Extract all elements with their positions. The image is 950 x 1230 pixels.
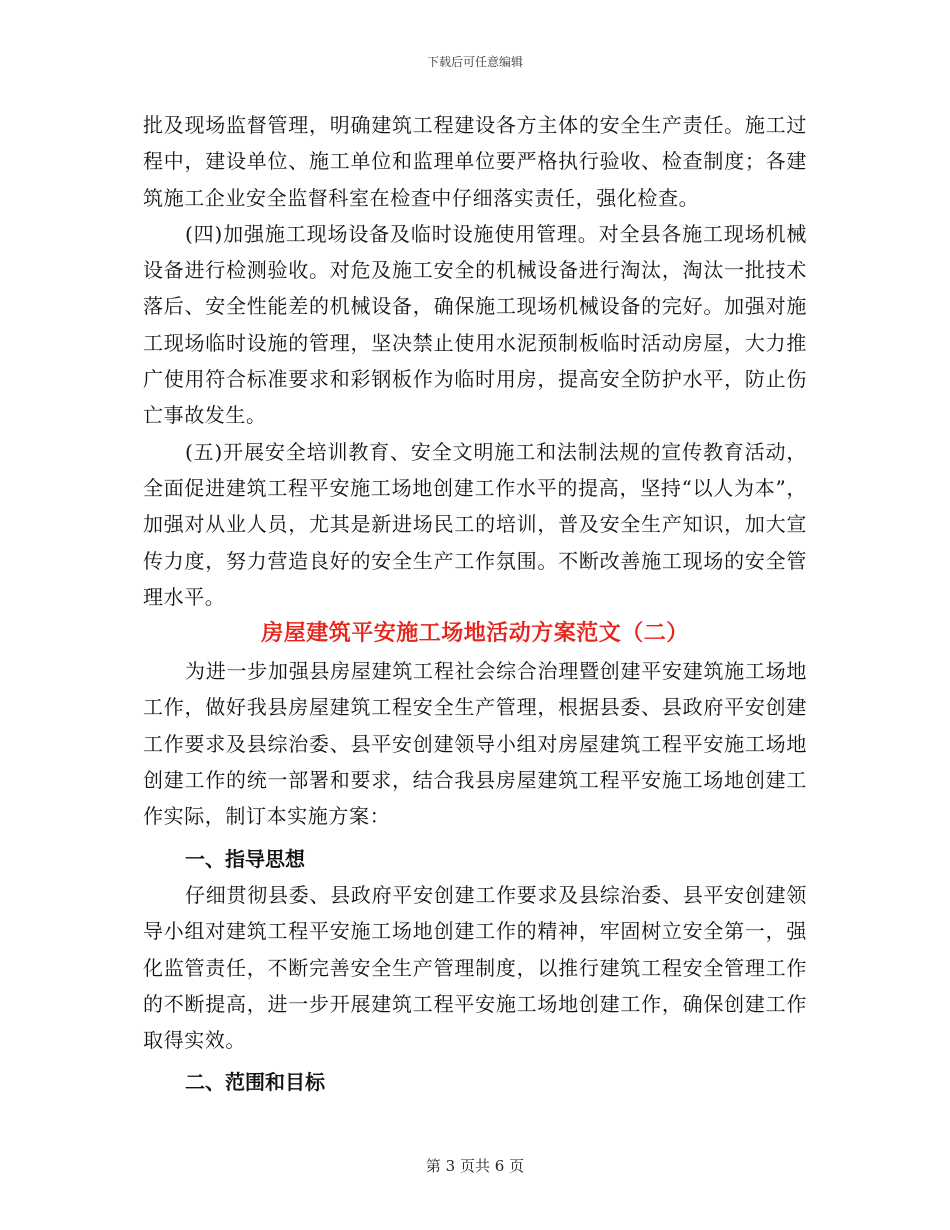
paragraph-continuation: 批及现场监督管理，明确建筑工程建设各方主体的安全生产责任。施工过程中，建设单位、施工单位和监理单位要严格执行验收、检查制度；各建筑施工企业安全监督科室在检查中仔细落实责任，强化检查。	[143, 113, 807, 210]
document-body	[143, 107, 807, 1101]
page-header-note: 下载后可任意编辑	[426, 55, 523, 69]
section-title: 房屋建筑平安施工场地活动方案范文（二）	[261, 621, 689, 647]
paragraph-guiding-ideology: 仔细贯彻县委、县政府平安创建工作要求及县综治委、县平安创建领导小组对建筑工程平安施工场地创建工作的精神，牢固树立安全第一，强化监管责任，不断完善安全生产管理制度，以推行建筑工程安全管理工作的不断提高，进一步开展建筑工程平安施工场地创建工作，确保创建工作取得实效。	[143, 882, 807, 1053]
heading-guiding-ideology: 一、指导思想	[185, 846, 305, 871]
page-number: 第 3 页共 6 页	[425, 1157, 525, 1175]
paragraph-introduction: 为进一步加强县房屋建筑工程社会综合治理暨创建平安建筑施工场地工作，做好我县房屋建筑工程安全生产管理，根据县委、县政府平安创建工作要求及县综治委、县平安创建领导小组对房屋建筑工程平安施工场地创建工作的统一部署和要求，结合我县房屋建筑工程平安施工场地创建工作实际，制订本实施方案：	[143, 659, 807, 829]
paragraph-equipment-management: (四)加强施工现场设备及临时设施使用管理。对全县各施工现场机械设备进行检测验收。对危及施工安全的机械设备进行淘汰，淘汰一批技术落后、安全性能差的机械设备，确保施工现场机械设备的完好。加强对施工现场临时设施的管理，坚决禁止使用水泥预制板临时活动房屋，大力推广使用符合标准要求和彩钢板作为临时用房，提高安全防护水平，防止伤亡事故发生。	[143, 221, 807, 428]
heading-scope-and-goals: 二、范围和目标	[185, 1070, 325, 1095]
paragraph-safety-training: (五)开展安全培训教育、安全文明施工和法制法规的宣传教育活动，全面促进建筑工程平安施工场地创建工作水平的提高，坚持“以人为本”，加强对从业人员，尤其是新进场民工的培训，普及安全生产知识，加大宣传力度，努力营造良好的安全生产工作氛围。不断改善施工现场的安全管理水平。	[143, 439, 807, 609]
